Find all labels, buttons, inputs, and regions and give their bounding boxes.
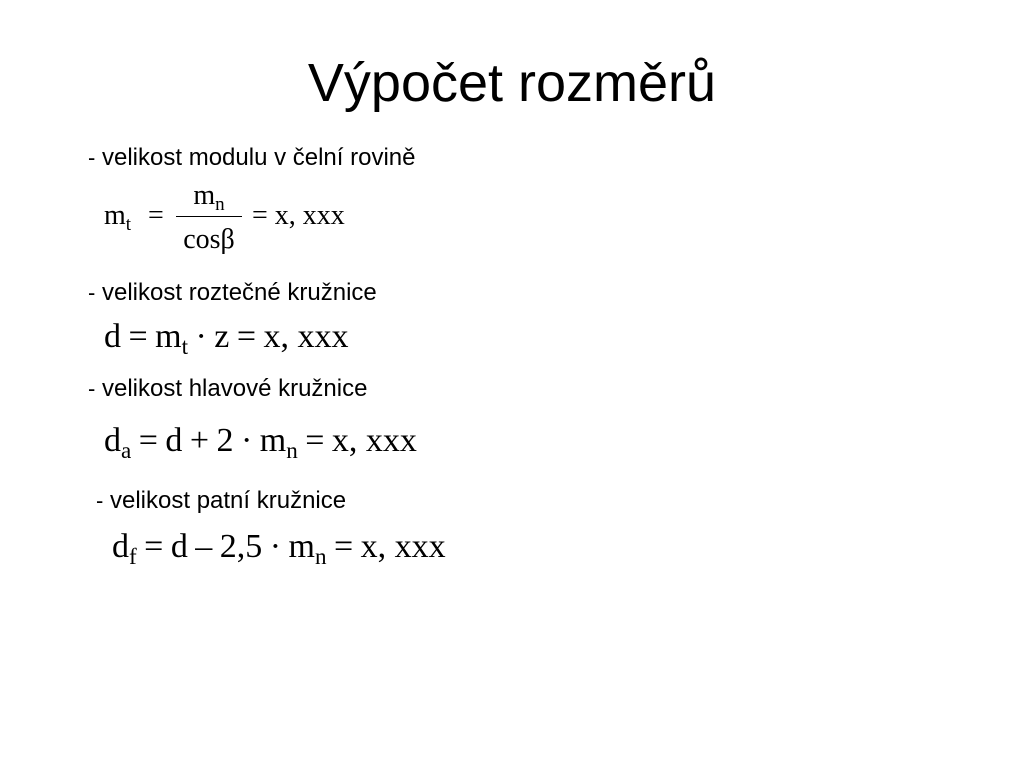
equals-sign: =	[148, 200, 164, 231]
dot-operator: ·	[240, 422, 253, 459]
equals-sign: =	[144, 528, 164, 565]
formula-lhs: $m_t$	[104, 200, 132, 236]
bullet-tip-circle	[88, 374, 367, 404]
formula-rhs: = x, xxx	[252, 200, 345, 231]
symbol-d: d	[170, 528, 188, 565]
symbol-mn: $m_n$	[288, 528, 327, 571]
fraction-numerator: $m_n$	[193, 180, 225, 216]
fraction-bar	[176, 216, 242, 217]
formula-rhs: x, xxx	[263, 318, 349, 355]
bullet-dash: -	[88, 145, 96, 170]
plus-sign: +	[189, 422, 210, 459]
equals-sign: =	[236, 318, 257, 355]
dot-operator: ·	[195, 318, 207, 355]
symbol-df: $d_f$	[112, 528, 137, 571]
bullet-modulus	[88, 143, 415, 173]
equals-sign: =	[128, 318, 148, 355]
dot-operator: ·	[269, 528, 282, 565]
bullet-dash: -	[88, 280, 96, 305]
bullet-dash: -	[96, 488, 104, 513]
number-2-5: 2,5	[219, 528, 263, 565]
bullet-dash: -	[88, 376, 96, 401]
formula-root-diameter	[112, 528, 446, 571]
equals-sign: =	[138, 422, 158, 459]
formula-modulus	[104, 182, 364, 262]
symbol-mt: $m_t$	[155, 318, 188, 361]
symbol-d: d	[165, 422, 183, 459]
equals-sign: =	[334, 528, 354, 565]
bullet-text: velikost roztečné kružnice	[102, 279, 377, 306]
symbol-mn: $m_n$	[259, 422, 298, 465]
symbol-da: $d_a$	[104, 422, 132, 465]
bullet-text: velikost patní kružnice	[110, 487, 347, 514]
bullet-text: velikost hlavové kružnice	[102, 375, 368, 402]
symbol-z: z	[214, 318, 230, 355]
number-2: 2	[216, 422, 234, 459]
bullet-pitch-circle	[88, 278, 377, 308]
slide-title: Výpočet rozměrů	[307, 53, 717, 113]
bullet-root-circle	[96, 486, 346, 516]
formula-rhs: x, xxx	[331, 422, 417, 459]
formula-rhs: x, xxx	[360, 528, 446, 565]
symbol-d: d	[104, 318, 121, 355]
bullet-text: velikost modulu v čelní rovině	[102, 144, 416, 171]
fraction-denominator: cosβ	[183, 224, 235, 255]
equals-sign: =	[305, 422, 325, 459]
minus-sign: –	[195, 528, 213, 565]
formula-pitch-diameter	[104, 318, 349, 361]
formula-tip-diameter	[104, 422, 417, 465]
